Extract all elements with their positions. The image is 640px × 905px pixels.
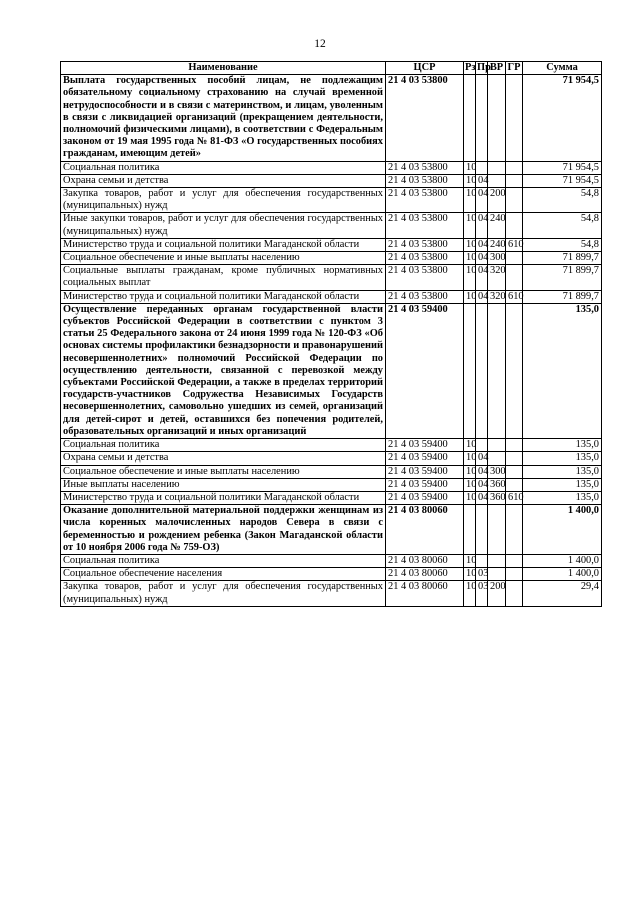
cell-sum: 29,4 [523, 581, 602, 606]
cell-sum: 71 954,5 [523, 75, 602, 161]
cell-vr [488, 505, 506, 555]
cell-gr [506, 465, 523, 478]
cell-vr [488, 161, 506, 174]
cell-name: Закупка товаров, работ и услуг для обеспечения государственных (муниципальных) нужд [61, 188, 386, 213]
cell-rz: 10 [464, 465, 476, 478]
cell-sum: 71 899,7 [523, 252, 602, 265]
table-header-row [61, 62, 602, 75]
cell-csr: 21 4 03 53800 [386, 75, 464, 161]
cell-pr: 04 [476, 265, 488, 290]
cell-rz [464, 505, 476, 555]
cell-name: Социальное обеспечение и иные выплаты населению [61, 465, 386, 478]
cell-sum: 54,8 [523, 188, 602, 213]
cell-rz: 10 [464, 265, 476, 290]
cell-rz: 10 [464, 188, 476, 213]
cell-sum: 135,0 [523, 491, 602, 504]
table-row [61, 213, 602, 238]
cell-rz [464, 303, 476, 438]
cell-rz: 10 [464, 554, 476, 567]
cell-csr: 21 4 03 59400 [386, 478, 464, 491]
table-row [61, 174, 602, 187]
cell-name: Министерство труда и социальной политики Магаданской области [61, 290, 386, 303]
table-row [61, 238, 602, 251]
cell-csr: 21 4 03 59400 [386, 439, 464, 452]
cell-name: Иные закупки товаров, работ и услуг для обеспечения государственных (муниципальных) нужд [61, 213, 386, 238]
cell-gr [506, 505, 523, 555]
cell-rz: 10 [464, 452, 476, 465]
cell-name: Социальная политика [61, 439, 386, 452]
cell-pr [476, 303, 488, 438]
cell-gr [506, 478, 523, 491]
cell-csr: 21 4 03 53800 [386, 188, 464, 213]
cell-vr: 240 [488, 238, 506, 251]
cell-csr: 21 4 03 53800 [386, 252, 464, 265]
cell-sum: 54,8 [523, 213, 602, 238]
cell-pr: 04 [476, 238, 488, 251]
cell-sum: 135,0 [523, 465, 602, 478]
cell-gr: 610 [506, 491, 523, 504]
cell-pr: 04 [476, 188, 488, 213]
header-rz: Рз [465, 62, 476, 73]
cell-vr: 200 [488, 581, 506, 606]
cell-sum: 135,0 [523, 452, 602, 465]
cell-gr [506, 213, 523, 238]
cell-name: Оказание дополнительной материальной поддержки женщинам из числа коренных малочисленных народов Севера в связи с беременностью и рождением ребенка (Закон Магаданской области от 10 ноября 2006 года № 759-ОЗ) [61, 505, 386, 555]
table-row [61, 554, 602, 567]
cell-gr [506, 303, 523, 438]
cell-gr [506, 581, 523, 606]
cell-csr: 21 4 03 80060 [386, 568, 464, 581]
header-vr: ВР [488, 62, 506, 75]
table-row [61, 75, 602, 161]
cell-csr: 21 4 03 53800 [386, 174, 464, 187]
cell-name: Иные выплаты населению [61, 478, 386, 491]
cell-csr: 21 4 03 53800 [386, 238, 464, 251]
cell-vr [488, 174, 506, 187]
cell-sum: 135,0 [523, 303, 602, 438]
cell-vr [488, 452, 506, 465]
table-row [61, 439, 602, 452]
cell-gr [506, 161, 523, 174]
cell-name: Министерство труда и социальной политики Магаданской области [61, 238, 386, 251]
cell-csr: 21 4 03 59400 [386, 303, 464, 438]
cell-rz: 10 [464, 581, 476, 606]
cell-pr [476, 554, 488, 567]
cell-pr [476, 75, 488, 161]
header-csr: ЦСР [386, 62, 464, 75]
table-body [61, 75, 602, 607]
cell-pr: 04 [476, 478, 488, 491]
header-name: Наименование [61, 62, 386, 75]
cell-vr: 360 [488, 478, 506, 491]
table-row [61, 161, 602, 174]
cell-rz: 10 [464, 478, 476, 491]
cell-vr: 240 [488, 213, 506, 238]
table-row [61, 581, 602, 606]
cell-sum: 1 400,0 [523, 554, 602, 567]
cell-pr: 03 [476, 581, 488, 606]
cell-vr: 320 [488, 265, 506, 290]
cell-rz: 10 [464, 568, 476, 581]
table-row [61, 505, 602, 555]
cell-vr [488, 568, 506, 581]
cell-csr: 21 4 03 59400 [386, 491, 464, 504]
cell-name: Социальная политика [61, 554, 386, 567]
cell-sum: 54,8 [523, 238, 602, 251]
cell-rz: 10 [464, 491, 476, 504]
cell-gr [506, 439, 523, 452]
cell-vr [488, 554, 506, 567]
cell-name: Охрана семьи и детства [61, 174, 386, 187]
cell-rz [464, 75, 476, 161]
cell-gr [506, 188, 523, 213]
cell-rz: 10 [464, 439, 476, 452]
cell-gr [506, 174, 523, 187]
table-row [61, 303, 602, 438]
cell-sum: 71 954,5 [523, 161, 602, 174]
table-row [61, 188, 602, 213]
cell-pr: 04 [476, 290, 488, 303]
cell-name: Министерство труда и социальной политики Магаданской области [61, 491, 386, 504]
table-row [61, 568, 602, 581]
cell-csr: 21 4 03 59400 [386, 452, 464, 465]
cell-vr: 300 [488, 465, 506, 478]
cell-name: Закупка товаров, работ и услуг для обеспечения государственных (муниципальных) нужд [61, 581, 386, 606]
cell-pr: 04 [476, 452, 488, 465]
cell-name: Социальная политика [61, 161, 386, 174]
cell-gr [506, 554, 523, 567]
cell-pr: 04 [476, 174, 488, 187]
cell-name: Осуществление переданных органам государственной власти субъектов Российской Федерации в соответствии с пунктом 3 статьи 25 Федерального закона от 24 июня 1999 года № 120-ФЗ «Об основах системы профилактики безнадзорности и правонарушений несовершеннолетних» полномочий Российской Федерации по осуществлению деятельности, связанной с перевозкой между субъектами Российской Федерации, а также в пределах территорий государств-участников Содружества Независимых Государств несовершеннолетних, самовольно ушедших из семей, организаций для детей-сирот и детей, оставшихся без попечения родителей, образовательных организаций и иных организаций [61, 303, 386, 438]
cell-pr: 04 [476, 491, 488, 504]
cell-rz: 10 [464, 238, 476, 251]
cell-name: Охрана семьи и детства [61, 452, 386, 465]
cell-pr [476, 161, 488, 174]
table-row [61, 252, 602, 265]
cell-sum: 135,0 [523, 478, 602, 491]
cell-gr: 610 [506, 238, 523, 251]
cell-sum: 135,0 [523, 439, 602, 452]
cell-vr [488, 75, 506, 161]
cell-pr: 03 [476, 568, 488, 581]
cell-rz: 10 [464, 252, 476, 265]
cell-sum: 1 400,0 [523, 505, 602, 555]
cell-csr: 21 4 03 59400 [386, 465, 464, 478]
table-row [61, 465, 602, 478]
cell-gr [506, 452, 523, 465]
cell-rz: 10 [464, 290, 476, 303]
cell-pr [476, 439, 488, 452]
cell-gr [506, 265, 523, 290]
cell-pr [476, 505, 488, 555]
cell-sum: 71 954,5 [523, 174, 602, 187]
table-row [61, 452, 602, 465]
table-row [61, 491, 602, 504]
budget-table [60, 61, 602, 607]
cell-sum: 71 899,7 [523, 265, 602, 290]
cell-name: Социальное обеспечение населения [61, 568, 386, 581]
header-pr: Пр [477, 62, 491, 73]
cell-sum: 71 899,7 [523, 290, 602, 303]
table-row [61, 265, 602, 290]
cell-csr: 21 4 03 80060 [386, 581, 464, 606]
page-number: 12 [314, 38, 326, 50]
header-gr: ГР [506, 62, 523, 75]
cell-gr [506, 75, 523, 161]
cell-gr [506, 568, 523, 581]
cell-pr: 04 [476, 252, 488, 265]
cell-csr: 21 4 03 53800 [386, 213, 464, 238]
cell-vr: 200 [488, 188, 506, 213]
cell-sum: 1 400,0 [523, 568, 602, 581]
table-row [61, 290, 602, 303]
table-row [61, 478, 602, 491]
cell-vr: 360 [488, 491, 506, 504]
cell-gr [506, 252, 523, 265]
cell-name: Социальное обеспечение и иные выплаты населению [61, 252, 386, 265]
cell-pr: 04 [476, 465, 488, 478]
cell-vr: 300 [488, 252, 506, 265]
cell-csr: 21 4 03 53800 [386, 290, 464, 303]
cell-csr: 21 4 03 80060 [386, 554, 464, 567]
cell-pr: 04 [476, 213, 488, 238]
cell-name: Социальные выплаты гражданам, кроме публичных нормативных социальных выплат [61, 265, 386, 290]
cell-vr [488, 439, 506, 452]
cell-gr: 610 [506, 290, 523, 303]
cell-vr: 320 [488, 290, 506, 303]
cell-vr [488, 303, 506, 438]
cell-csr: 21 4 03 53800 [386, 161, 464, 174]
cell-name: Выплата государственных пособий лицам, не подлежащим обязательному социальному страхованию на случай временной нетрудоспособности и в связи с материнством, и лицам, уволенным в связи с ликвидацией организаций (прекращением деятельности, полномочий физическими лицами), в соответствии с Федеральным законом от 19 мая 1995 года № 81-ФЗ «О государственных пособиях гражданам, имеющим детей» [61, 75, 386, 161]
cell-rz: 10 [464, 213, 476, 238]
cell-csr: 21 4 03 53800 [386, 265, 464, 290]
cell-rz: 10 [464, 161, 476, 174]
cell-csr: 21 4 03 80060 [386, 505, 464, 555]
header-sum: Сумма [523, 62, 602, 75]
cell-rz: 10 [464, 174, 476, 187]
